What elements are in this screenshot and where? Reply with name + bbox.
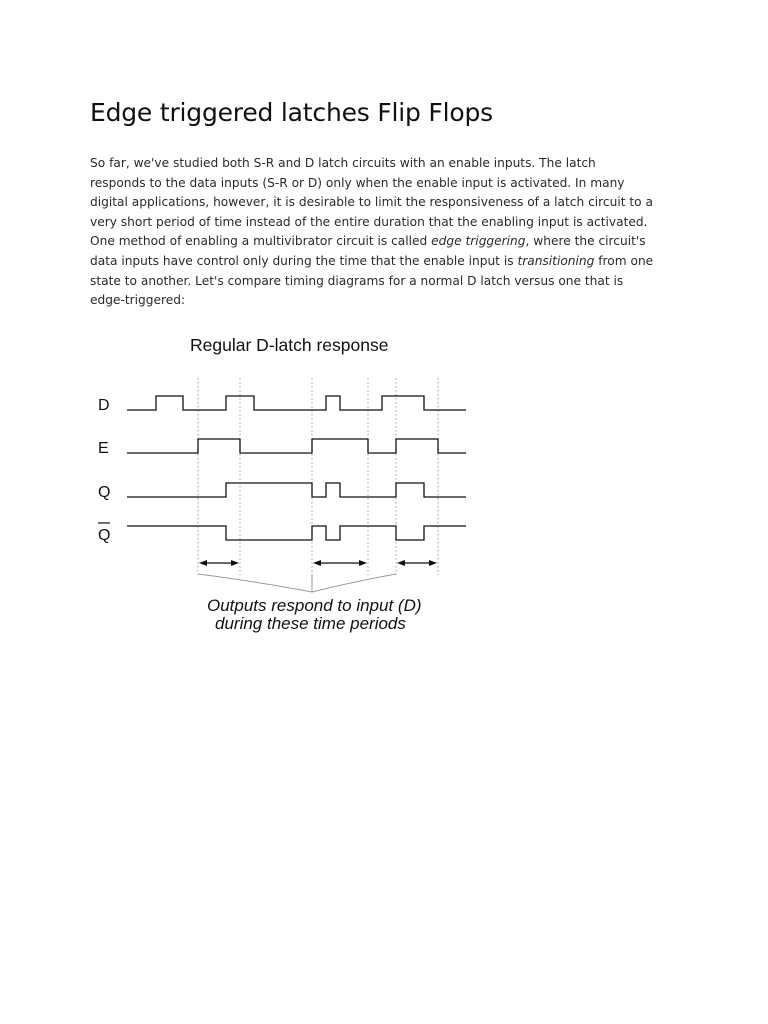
- arrow-head: [199, 560, 207, 566]
- response-period-arrows: [199, 560, 437, 566]
- page-title: Edge triggered latches Flip Flops: [90, 98, 493, 127]
- signal-label-d: D: [98, 397, 110, 414]
- paragraph-text: , where the circuit's: [525, 234, 646, 249]
- paragraph-text: One method of enabling a multivibrator circuit is called: [90, 234, 432, 249]
- diagram-caption-line-1: Outputs respond to input (D): [207, 596, 422, 615]
- paragraph-line: state to another. Let's compare timing diagrams for a normal D latch versus one that is: [90, 273, 624, 288]
- paragraph-line: edge-triggered:: [90, 293, 186, 308]
- italic-term-edge-triggering: edge triggering: [431, 234, 526, 249]
- arrow-head: [231, 560, 239, 566]
- paragraph-text: data inputs have control only during the time that the enable input is: [90, 253, 518, 268]
- callout-lines: [198, 574, 396, 592]
- paragraph-line: responds to the data inputs (S-R or D) only when the enable input is activated. In many: [90, 175, 625, 190]
- callout-line: [312, 574, 396, 592]
- q-bar-waveform: [127, 526, 466, 540]
- diagram-caption-line-2: during these time periods: [215, 614, 406, 633]
- timing-diagram: [90, 330, 490, 640]
- paragraph-text: from one: [594, 253, 654, 268]
- arrow-head: [429, 560, 437, 566]
- d-waveform: [127, 396, 466, 410]
- diagram-title: Regular D-latch response: [190, 335, 389, 355]
- q-waveform: [127, 483, 466, 497]
- arrow-head: [313, 560, 321, 566]
- italic-term-transitioning: transitioning: [517, 253, 595, 268]
- arrow-head: [397, 560, 405, 566]
- paragraph-line: digital applications, however, it is desirable to limit the responsiveness of a latch circuit to a: [90, 195, 653, 210]
- signal-label-q-bar: Q: [98, 527, 111, 544]
- signal-label-q: Q: [98, 484, 111, 501]
- time-guide-lines: [198, 378, 438, 575]
- arrow-head: [359, 560, 367, 566]
- paragraph-line: [90, 232, 686, 252]
- e-waveform: [127, 439, 466, 453]
- callout-line: [198, 574, 312, 592]
- paragraph-line: very short period of time instead of the entire duration that the enabling input is activated.: [90, 214, 648, 229]
- paragraph-line: So far, we've studied both S-R and D latch circuits with an enable inputs. The latch: [90, 156, 596, 170]
- paragraph-line: [90, 252, 686, 272]
- intro-paragraph: [90, 154, 686, 311]
- signal-label-e: E: [98, 440, 109, 457]
